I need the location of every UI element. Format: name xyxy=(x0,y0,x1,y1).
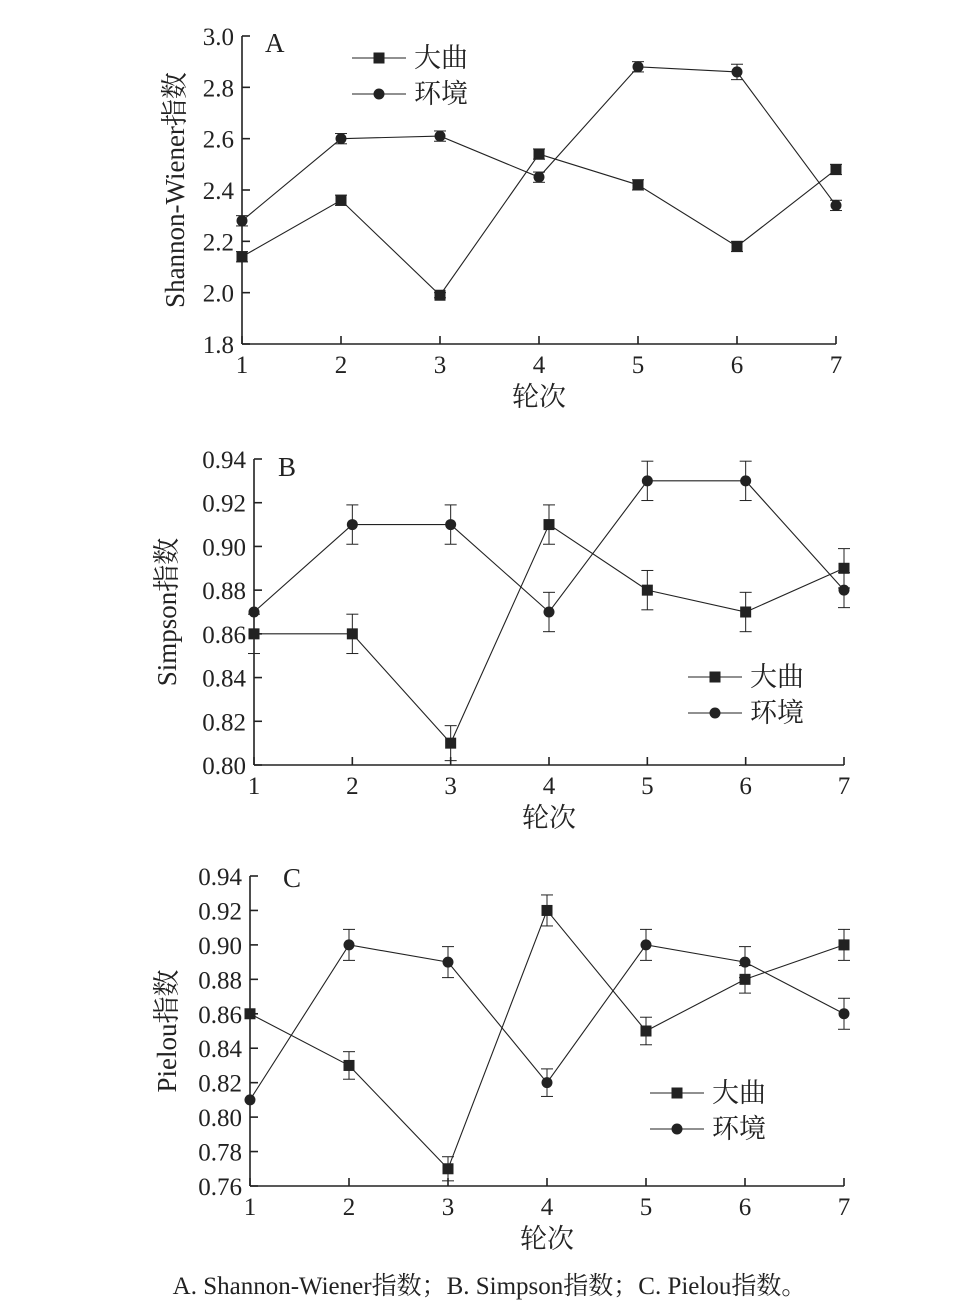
y-tick-label: 0.88 xyxy=(198,967,242,995)
data-point-square xyxy=(633,179,644,190)
data-point-square xyxy=(237,251,248,262)
chart-panel-b xyxy=(152,447,850,833)
legend-marker-circle xyxy=(710,708,721,719)
data-point-circle xyxy=(534,172,545,183)
data-point-square xyxy=(732,241,743,252)
data-point-square xyxy=(544,519,555,530)
data-point-circle xyxy=(237,215,248,226)
data-point-circle xyxy=(732,66,743,77)
y-tick-label: 0.90 xyxy=(202,534,246,562)
data-point-circle xyxy=(347,519,358,530)
y-tick-label: 2.4 xyxy=(202,178,234,205)
data-point-circle xyxy=(443,957,454,968)
y-tick-label: 0.86 xyxy=(202,621,246,649)
x-tick-label: 4 xyxy=(540,1194,554,1221)
legend-marker-circle xyxy=(374,89,385,100)
x-tick-label: 2 xyxy=(342,1194,356,1221)
data-point-circle xyxy=(839,1008,850,1019)
y-tick-label: 2.6 xyxy=(202,126,234,154)
legend-marker-square xyxy=(672,1088,683,1099)
legend-label: 环境 xyxy=(414,79,468,109)
y-tick-label: 1.8 xyxy=(202,332,234,359)
figure-caption: A. Shannon-Wiener指数；B. Simpson指数；C. Pielou指数。 xyxy=(172,1273,807,1300)
series-huanjing xyxy=(236,61,842,226)
legend-marker-circle xyxy=(672,1124,683,1135)
x-tick-label: 5 xyxy=(639,1194,653,1221)
data-point-square xyxy=(839,939,850,950)
legend-label: 大曲 xyxy=(750,662,804,692)
x-tick-label: 7 xyxy=(837,1194,851,1221)
legend xyxy=(650,1078,766,1144)
data-point-square xyxy=(344,1060,355,1071)
x-tick-label: 3 xyxy=(433,352,447,379)
x-tick-label: 2 xyxy=(346,773,359,800)
x-tick-label: 7 xyxy=(837,773,851,800)
x-tick-label: 4 xyxy=(542,773,556,800)
x-axis-label: 轮次 xyxy=(522,803,576,833)
data-point-square xyxy=(443,1163,454,1174)
legend-marker-square xyxy=(710,672,721,683)
data-point-square xyxy=(534,149,545,160)
data-point-square xyxy=(831,164,842,175)
x-tick-label: 1 xyxy=(247,773,261,800)
x-tick-label: 3 xyxy=(441,1194,455,1221)
data-point-circle xyxy=(633,61,644,72)
data-point-circle xyxy=(641,939,652,950)
data-point-circle xyxy=(740,957,751,968)
y-tick-label: 0.82 xyxy=(202,709,246,737)
series-line xyxy=(242,67,836,221)
x-axis-label: 轮次 xyxy=(520,1224,574,1254)
data-point-square xyxy=(347,628,358,639)
y-tick-label: 0.80 xyxy=(202,753,246,780)
panel-letter: C xyxy=(283,863,302,893)
x-tick-label: 2 xyxy=(334,352,348,379)
x-tick-label: 7 xyxy=(829,352,843,379)
x-tick-label: 6 xyxy=(738,1194,752,1221)
y-tick-label: 2.0 xyxy=(202,280,234,308)
x-tick-label: 5 xyxy=(641,773,654,800)
legend-label: 大曲 xyxy=(414,43,468,73)
data-point-square xyxy=(740,607,751,618)
data-point-circle xyxy=(435,131,446,142)
data-point-square xyxy=(642,585,653,596)
y-axis-label: Pielou指数 xyxy=(152,969,183,1093)
y-tick-label: 3.0 xyxy=(202,24,234,51)
data-point-square xyxy=(839,563,850,574)
data-point-circle xyxy=(544,607,555,618)
data-point-square xyxy=(445,738,456,749)
data-point-circle xyxy=(740,475,751,486)
series-daqu xyxy=(236,149,842,301)
chart-panel-a xyxy=(160,24,842,412)
panel-letter: A xyxy=(265,28,285,58)
legend-label: 环境 xyxy=(750,698,804,728)
legend xyxy=(352,43,468,109)
y-tick-label: 2.2 xyxy=(202,229,234,257)
y-tick-label: 0.82 xyxy=(198,1070,242,1098)
x-tick-label: 5 xyxy=(631,352,645,379)
data-point-circle xyxy=(831,200,842,211)
data-point-circle xyxy=(336,133,347,144)
data-point-circle xyxy=(344,939,355,950)
y-tick-label: 0.94 xyxy=(198,864,242,891)
x-tick-label: 6 xyxy=(730,352,744,379)
y-tick-label: 0.90 xyxy=(198,932,242,960)
y-tick-label: 0.94 xyxy=(202,447,246,474)
legend-marker-square xyxy=(374,53,385,64)
y-tick-label: 0.92 xyxy=(198,898,242,926)
y-tick-label: 2.8 xyxy=(202,75,234,103)
y-tick-label: 0.78 xyxy=(198,1139,242,1167)
x-tick-label: 1 xyxy=(243,1194,257,1221)
y-tick-label: 0.76 xyxy=(198,1174,242,1201)
y-tick-label: 0.92 xyxy=(202,490,246,518)
data-point-circle xyxy=(245,1094,256,1105)
x-tick-label: 6 xyxy=(739,773,752,800)
x-tick-label: 1 xyxy=(235,352,249,379)
x-axis-label: 轮次 xyxy=(512,382,566,412)
data-point-square xyxy=(542,905,553,916)
legend-label: 大曲 xyxy=(712,1078,766,1108)
data-point-square xyxy=(245,1008,256,1019)
data-point-square xyxy=(249,628,260,639)
chart-panel-c xyxy=(152,863,850,1254)
data-point-square xyxy=(336,195,347,206)
legend xyxy=(688,662,804,728)
data-point-square xyxy=(435,290,446,301)
data-point-circle xyxy=(249,607,260,618)
x-tick-label: 3 xyxy=(444,773,457,800)
legend-label: 环境 xyxy=(712,1114,766,1144)
y-tick-label: 0.84 xyxy=(198,1036,242,1064)
y-tick-label: 0.84 xyxy=(202,665,246,693)
data-point-circle xyxy=(642,475,653,486)
x-tick-label: 4 xyxy=(532,352,546,379)
panel-letter: B xyxy=(278,452,297,482)
y-axis-label: Simpson指数 xyxy=(152,537,183,687)
y-tick-label: 0.80 xyxy=(198,1105,242,1133)
y-axis-label: Shannon-Wiener指数 xyxy=(160,72,191,308)
data-point-circle xyxy=(839,585,850,596)
data-point-circle xyxy=(445,519,456,530)
data-point-circle xyxy=(542,1077,553,1088)
y-tick-label: 0.86 xyxy=(198,1001,242,1029)
data-point-square xyxy=(641,1026,652,1037)
y-tick-label: 0.88 xyxy=(202,578,246,606)
